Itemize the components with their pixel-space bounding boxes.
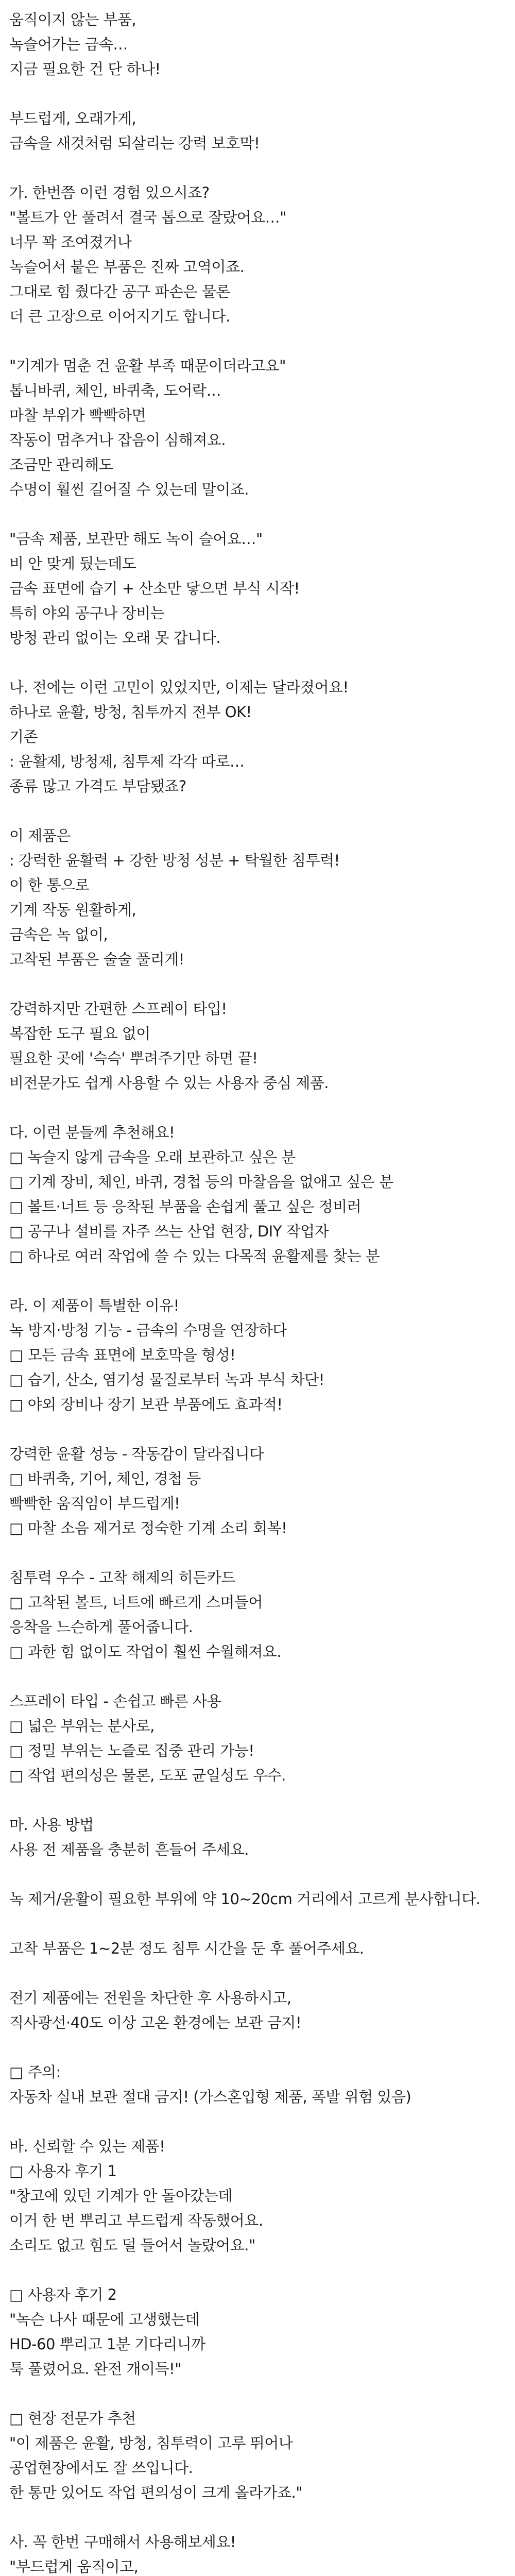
text-line: "녹슨 나사 때문에 고생했는데 [9, 2311, 200, 2328]
text-line: HD-60 뿌리고 1분 기다리니까 [9, 2335, 205, 2353]
text-line: □ 정밀 부위는 노즐로 집중 관리 가능! [9, 1742, 254, 1759]
paragraph [9, 180, 515, 329]
paragraph [9, 1812, 515, 1862]
paragraph [9, 1986, 515, 2035]
text-line: □ 바퀴축, 기어, 체인, 경첩 등 [9, 1470, 201, 1487]
text-line: 이거 한 번 뿌리고 부드럽게 작동했어요. [9, 2212, 263, 2229]
text-line: 침투력 우수 - 고착 해제의 히든카드 [9, 1569, 235, 1586]
text-line: 공업현장에서도 잘 쓰입니다. [9, 2459, 193, 2477]
text-line: 복잡한 도구 필요 없이 [9, 1025, 150, 1042]
paragraph [9, 1120, 515, 1268]
paragraph-gap [9, 2109, 515, 2134]
text-line: 너무 꽉 조여졌거나 [9, 233, 132, 251]
paragraph [9, 527, 515, 650]
text-line: "이 제품은 윤활, 방청, 침투력이 고루 뛰어나 [9, 2434, 293, 2452]
text-line: 종류 많고 가격도 부담됐죠? [9, 777, 186, 795]
paragraph [9, 1936, 515, 1961]
paragraph-gap [9, 799, 515, 823]
text-line: □ 모든 금속 표면에 보호막을 형성! [9, 1346, 236, 1364]
text-line: 부드럽게, 오래가게, [9, 110, 136, 127]
text-line: □ 녹슬지 않게 금속을 오래 보관하고 싶은 분 [9, 1148, 296, 1166]
text-line: 움직이지 않는 부품, [9, 11, 136, 28]
text-line: □ 하나로 여러 작업에 쓸 수 있는 다목적 윤활제를 찾는 분 [9, 1247, 380, 1265]
text-line: 고착된 부품은 술술 풀리게! [9, 951, 184, 968]
text-line: 녹 방지·방청 기능 - 금속의 수명을 연장하다 [9, 1321, 287, 1339]
paragraph [9, 823, 515, 972]
text-line: 비전문가도 쉽게 사용할 수 있는 사용자 중심 제품. [9, 1074, 329, 1092]
paragraph-gap [9, 81, 515, 106]
text-line: 빡빡한 움직임이 부드럽게! [9, 1495, 180, 1512]
paragraph-gap [9, 1095, 515, 1120]
text-line: 사용 전 제품을 충분히 흔들어 주세요. [9, 1841, 249, 1858]
text-line: 전기 제품에는 전원을 차단한 후 사용하시고, [9, 1989, 291, 2007]
text-line: 자동차 실내 보관 절대 금지! (가스혼입형 제품, 폭발 위험 있음) [9, 2088, 411, 2106]
paragraph-gap [9, 1788, 515, 1812]
text-line: 기계 작동 원활하게, [9, 901, 136, 919]
text-line: 그대로 힘 줬다간 공구 파손은 물론 [9, 283, 230, 300]
paragraph-gap [9, 2381, 515, 2406]
paragraph-gap [9, 1664, 515, 1689]
text-line: 수명이 훨씬 길어질 수 있는데 말이죠. [9, 481, 249, 498]
text-line: 바. 신뢰할 수 있는 제품! [9, 2138, 165, 2155]
text-line: 금속은 녹 없이, [9, 926, 108, 943]
paragraph [9, 2530, 515, 2576]
paragraph [9, 675, 515, 799]
paragraph [9, 106, 515, 156]
text-line: 강력하지만 간편한 스프레이 타입! [9, 1000, 227, 1018]
text-line: 금속 표면에 습기 + 산소만 닿으면 부식 시작! [9, 580, 300, 597]
paragraph-gap [9, 156, 515, 180]
text-line: 툭 풀렸어요. 완전 개이득!" [9, 2360, 181, 2378]
text-line: □ 주의: [9, 2063, 61, 2081]
text-line: □ 고착된 볼트, 너트에 빠르게 스며들어 [9, 1594, 263, 1611]
text-line: 녹슬어서 붙은 부품은 진짜 고역이죠. [9, 258, 245, 276]
text-line: : 윤활제, 방청제, 침투제 각각 따로… [9, 753, 245, 770]
text-line: 나. 전에는 이런 고민이 있었지만, 이제는 달라졌어요! [9, 679, 349, 696]
text-line: 마. 사용 방법 [9, 1816, 94, 1834]
text-line: 방청 관리 없이는 오래 못 갑니다. [9, 629, 220, 647]
paragraph [9, 353, 515, 502]
text-line: □ 사용자 후기 2 [9, 2286, 117, 2303]
text-line: □ 마찰 소음 제거로 정숙한 기계 소리 회복! [9, 1519, 287, 1537]
paragraph [9, 7, 515, 81]
text-line: 사. 꼭 한번 구매해서 사용해보세요! [9, 2533, 236, 2551]
paragraph [9, 2282, 515, 2381]
text-line: 더 큰 고장으로 이어지기도 합니다. [9, 308, 230, 325]
paragraph-gap [9, 1961, 515, 1986]
text-line: □ 습기, 산소, 염기성 물질로부터 녹과 부식 차단! [9, 1371, 324, 1388]
text-line: 강력한 윤활 성능 - 작동감이 달라집니다 [9, 1445, 264, 1463]
text-line: 고착 부품은 1~2분 정도 침투 시간을 둔 후 풀어주세요. [9, 1940, 364, 1957]
text-line: □ 야외 장비나 장기 보관 부품에도 효과적! [9, 1396, 283, 1413]
text-line: 하나로 윤활, 방청, 침투까지 전부 OK! [9, 703, 252, 721]
paragraph [9, 996, 515, 1095]
paragraph-gap [9, 1540, 515, 1565]
text-line: "창고에 있던 기계가 안 돌아갔는데 [9, 2187, 232, 2205]
text-line: 기존 [9, 728, 38, 745]
text-line: □ 현장 전문가 추천 [9, 2410, 136, 2427]
paragraph-gap [9, 329, 515, 353]
paragraph-gap [9, 1862, 515, 1887]
text-line: 녹슬어가는 금속… [9, 36, 128, 53]
text-line: □ 기계 장비, 체인, 바퀴, 경첩 등의 마찰음을 없애고 싶은 분 [9, 1173, 393, 1191]
text-line: 금속을 새것처럼 되살리는 강력 보호막! [9, 134, 260, 152]
paragraph-gap [9, 1911, 515, 1936]
paragraph-gap [9, 1417, 515, 1442]
text-line: □ 넓은 부위는 분사로, [9, 1717, 154, 1735]
paragraph-gap [9, 2035, 515, 2060]
paragraph [9, 2406, 515, 2505]
text-line: 지금 필요한 건 단 하나! [9, 60, 161, 78]
text-line: 조금만 관리해도 [9, 456, 113, 473]
text-line: □ 작업 편의성은 물론, 도포 균일성도 우수. [9, 1767, 286, 1784]
text-line: "금속 제품, 보관만 해도 녹이 슬어요…" [9, 530, 263, 548]
text-line: 녹 제거/윤활이 필요한 부위에 약 10~20cm 거리에서 고르게 분사합니다. [9, 1890, 480, 1908]
paragraph-gap [9, 650, 515, 675]
text-line: : 강력한 윤활력 + 강한 방청 성분 + 탁월한 침투력! [9, 852, 340, 869]
paragraph [9, 2134, 515, 2258]
paragraph-gap [9, 502, 515, 527]
text-line: 비 안 맞게 뒀는데도 [9, 555, 136, 572]
text-line: "기계가 멈춘 건 윤활 부족 때문이더라고요" [9, 357, 286, 375]
text-line: 다. 이런 분들께 추천해요! [9, 1124, 175, 1141]
paragraph [9, 1565, 515, 1664]
paragraph [9, 1442, 515, 1540]
text-line: 필요한 곳에 '슥슥' 뿌려주기만 하면 끝! [9, 1049, 258, 1067]
text-line: "볼트가 안 풀려서 결국 톱으로 잘랐어요…" [9, 209, 286, 226]
text-line: 한 통만 있어도 작업 편의성이 크게 올라가죠." [9, 2484, 303, 2501]
text-line: 라. 이 제품이 특별한 이유! [9, 1297, 179, 1314]
paragraph-gap [9, 972, 515, 996]
text-line: 소리도 없고 힘도 덜 들어서 놀랐어요." [9, 2236, 255, 2254]
text-line: 톱니바퀴, 체인, 바퀴축, 도어락… [9, 382, 221, 399]
text-line: 작동이 멈추거나 잡음이 심해져요. [9, 431, 226, 449]
paragraph-gap [9, 1268, 515, 1293]
text-line: 이 제품은 [9, 827, 71, 844]
paragraph-gap [9, 2505, 515, 2530]
text-line: 응착을 느슨하게 풀어줍니다. [9, 1618, 193, 1636]
paragraph [9, 2060, 515, 2109]
text-line: "부드럽게 움직이고, [9, 2558, 139, 2575]
text-line: 스프레이 타입 - 손쉽고 빠른 사용 [9, 1692, 221, 1710]
text-line: 가. 한번쯤 이런 경험 있으시죠? [9, 184, 210, 201]
text-line: □ 과한 힘 없이도 작업이 훨씬 수월해져요. [9, 1643, 282, 1660]
paragraph-gap [9, 2258, 515, 2282]
text-line: □ 공구나 설비를 자주 쓰는 산업 현장, DIY 작업자 [9, 1223, 329, 1240]
text-line: □ 사용자 후기 1 [9, 2162, 117, 2180]
paragraph [9, 1887, 515, 1911]
text-line: 직사광선·40도 이상 고온 환경에는 보관 금지! [9, 2014, 302, 2031]
text-line: 특히 야외 공구나 장비는 [9, 604, 165, 622]
paragraph [9, 1293, 515, 1417]
text-line: □ 볼트·너트 등 응착된 부품을 손쉽게 풀고 싶은 정비러 [9, 1198, 362, 1215]
text-line: 이 한 통으로 [9, 876, 90, 894]
text-line: 마찰 부위가 빡빡하면 [9, 406, 146, 424]
paragraph [9, 1689, 515, 1788]
